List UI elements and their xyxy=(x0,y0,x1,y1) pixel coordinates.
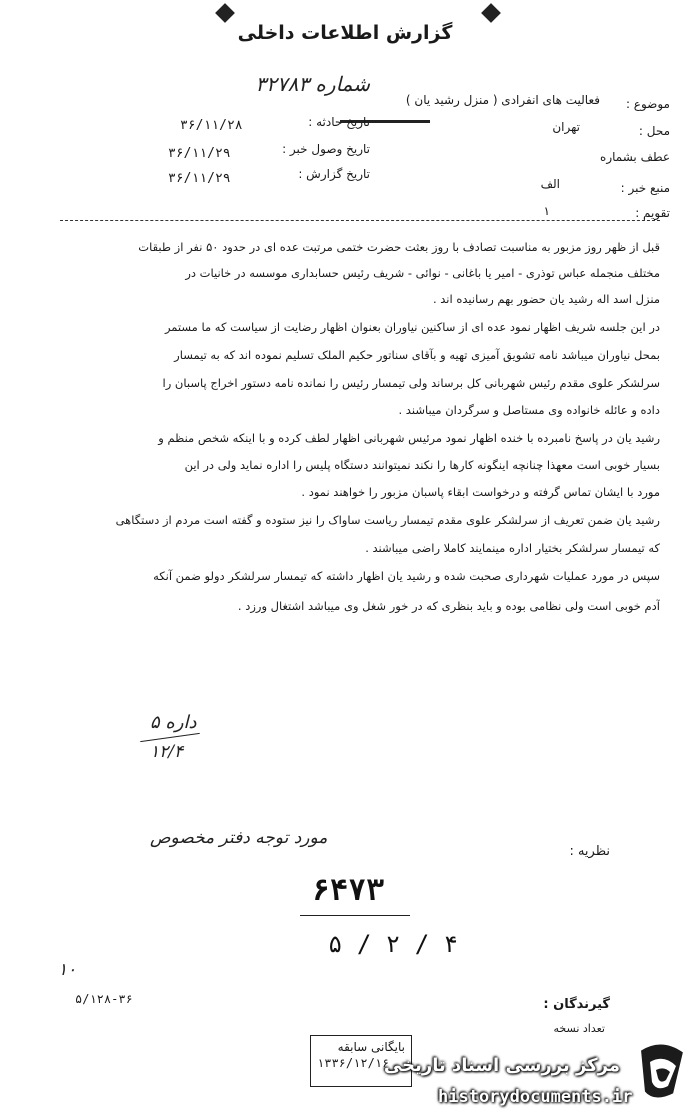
stamp-number: ۶۴۷۳ xyxy=(312,873,385,908)
ref-label: عطف بشماره xyxy=(600,150,670,164)
body-line: منزل اسد اله رشید یان حضور بهم رسانیده اند . xyxy=(432,292,660,306)
watermark-site: historydocuments.ir xyxy=(438,1087,633,1107)
page-title: گزارش اطلاعات داخلی xyxy=(237,22,453,44)
left-mark: ۱۰ xyxy=(58,960,77,980)
body-line: در این جلسه شریف اظهار نمود عده ای از ساکنین نیاوران بعنوان اظهار رضایت از سیاست که ما مستمر xyxy=(164,320,660,334)
handwritten-note-date: ۱۲/۴ xyxy=(150,742,184,762)
opinion-handwriting: مورد توجه دفتر مخصوص xyxy=(150,828,328,848)
watermark-logo-icon xyxy=(634,1040,690,1104)
handwritten-note: داره ۵ xyxy=(150,712,197,733)
corner-diamond-icon xyxy=(215,3,235,23)
copies-label: تعداد نسخه xyxy=(553,1022,605,1035)
evaluation-value: ۱ xyxy=(543,204,550,218)
body-line: رشید یان در پاسخ نامبرده با خنده اظهار نمود مرئیس شهربانی اظهار لطف کرده و با اینکه شخص منظم و xyxy=(158,431,660,445)
body-line: قبل از ظهر روز مزبور به مناسبت تصادف با روز بعثت حضرت ختمی مرتبت عده ای در حدود ۵۰ نفر از طبقات xyxy=(138,240,660,254)
stamp-number-2: ۵ / ۲ / ۴ xyxy=(328,930,459,958)
subject-value: فعالیت های انفرادی ( منزل رشید یان ) xyxy=(405,93,600,107)
stamp-underline xyxy=(300,915,410,916)
body-line: بمحل نیاوران میباشد نامه تشویق آمیزی تهیه و بآقای سناتور حکیم الملک تسلیم نموده اند که به تیمسار xyxy=(174,348,660,362)
received-date-label: تاریخ وصول خبر : xyxy=(282,142,370,156)
body-line: سپس در مورد عملیات شهرداری صحبت شده و رشید یان اظهار داشته که تیمسار سرلشکر دولو ضمن آنکه xyxy=(153,569,660,583)
report-date-label: تاریخ گزارش : xyxy=(298,167,370,181)
watermark-org-name: مرکز بررسی اسناد تاریخی xyxy=(383,1055,620,1076)
opinion-label: نظریه : xyxy=(569,844,610,859)
received-date: ۳۶/۱۱/۲۹ xyxy=(168,146,231,161)
evaluation-label: تقویم : xyxy=(635,206,670,220)
body-line: مورد با ایشان تماس گرفته و درخواست ابقاء پاسبان مزبور را خواهند نمود . xyxy=(301,485,660,499)
body-line: مختلف منجمله عباس توذری - امیر یا باغانی - نوائی - شریف رئیس حسابداری موسسه در خانیات در xyxy=(185,266,660,280)
archive-stamp-line2: ۱۳۳۶/۱۲/۱۶ xyxy=(317,1056,390,1070)
left-code: ۵/۱۲۸-۳۶ xyxy=(75,992,133,1006)
hand-underline xyxy=(140,733,200,742)
incident-date: ۳۶/۱۱/۲۸ xyxy=(180,118,243,133)
body-line: داده و عائله خانواده وی مستاصل و سرگردان میباشند . xyxy=(398,403,660,417)
location-label: محل : xyxy=(638,124,670,138)
body-line: سرلشکر علوی مقدم رئیس شهربانی کل برساند ولی تیمسار رئیس را نمانده نامه دستور اخراج پاسبان را xyxy=(162,376,660,390)
source-label: منبع خبر : xyxy=(620,181,670,195)
source-value: الف xyxy=(540,177,560,191)
subject-label: موضوع : xyxy=(625,97,670,111)
section-divider xyxy=(60,220,660,221)
body-line: که تیمسار سرلشکر بختیار اداره مینمایند کاملا راضی میباشند . xyxy=(365,541,660,555)
location-value: تهران xyxy=(552,120,580,134)
subject-number: شماره ۳۲۷۸۳ xyxy=(255,72,370,96)
archive-stamp-line1: بایگانی سابقه xyxy=(337,1040,405,1054)
corner-diamond-icon xyxy=(481,3,501,23)
body-line: بسیار خوبی است معهذا چنانچه اینگونه کارها را نکند نمیتوانند دستگاه پلیس را اداره نماید ولی در این xyxy=(184,458,660,472)
body-line: آدم خوبی است ولی نظامی بوده و باید بنظری که در خور شغل وی میباشد اشتغال ورزد . xyxy=(237,599,660,613)
recipients-label: گیرندگان : xyxy=(543,997,610,1012)
incident-date-label: تاریخ حادثه : xyxy=(308,115,370,129)
body-line: رشید یان ضمن تعریف از سرلشکر علوی مقدم تیمسار ریاست ساواک را نیز ستوده و گفته است مردم از دستگاهی xyxy=(115,513,660,527)
report-date: ۳۶/۱۱/۲۹ xyxy=(168,171,231,186)
